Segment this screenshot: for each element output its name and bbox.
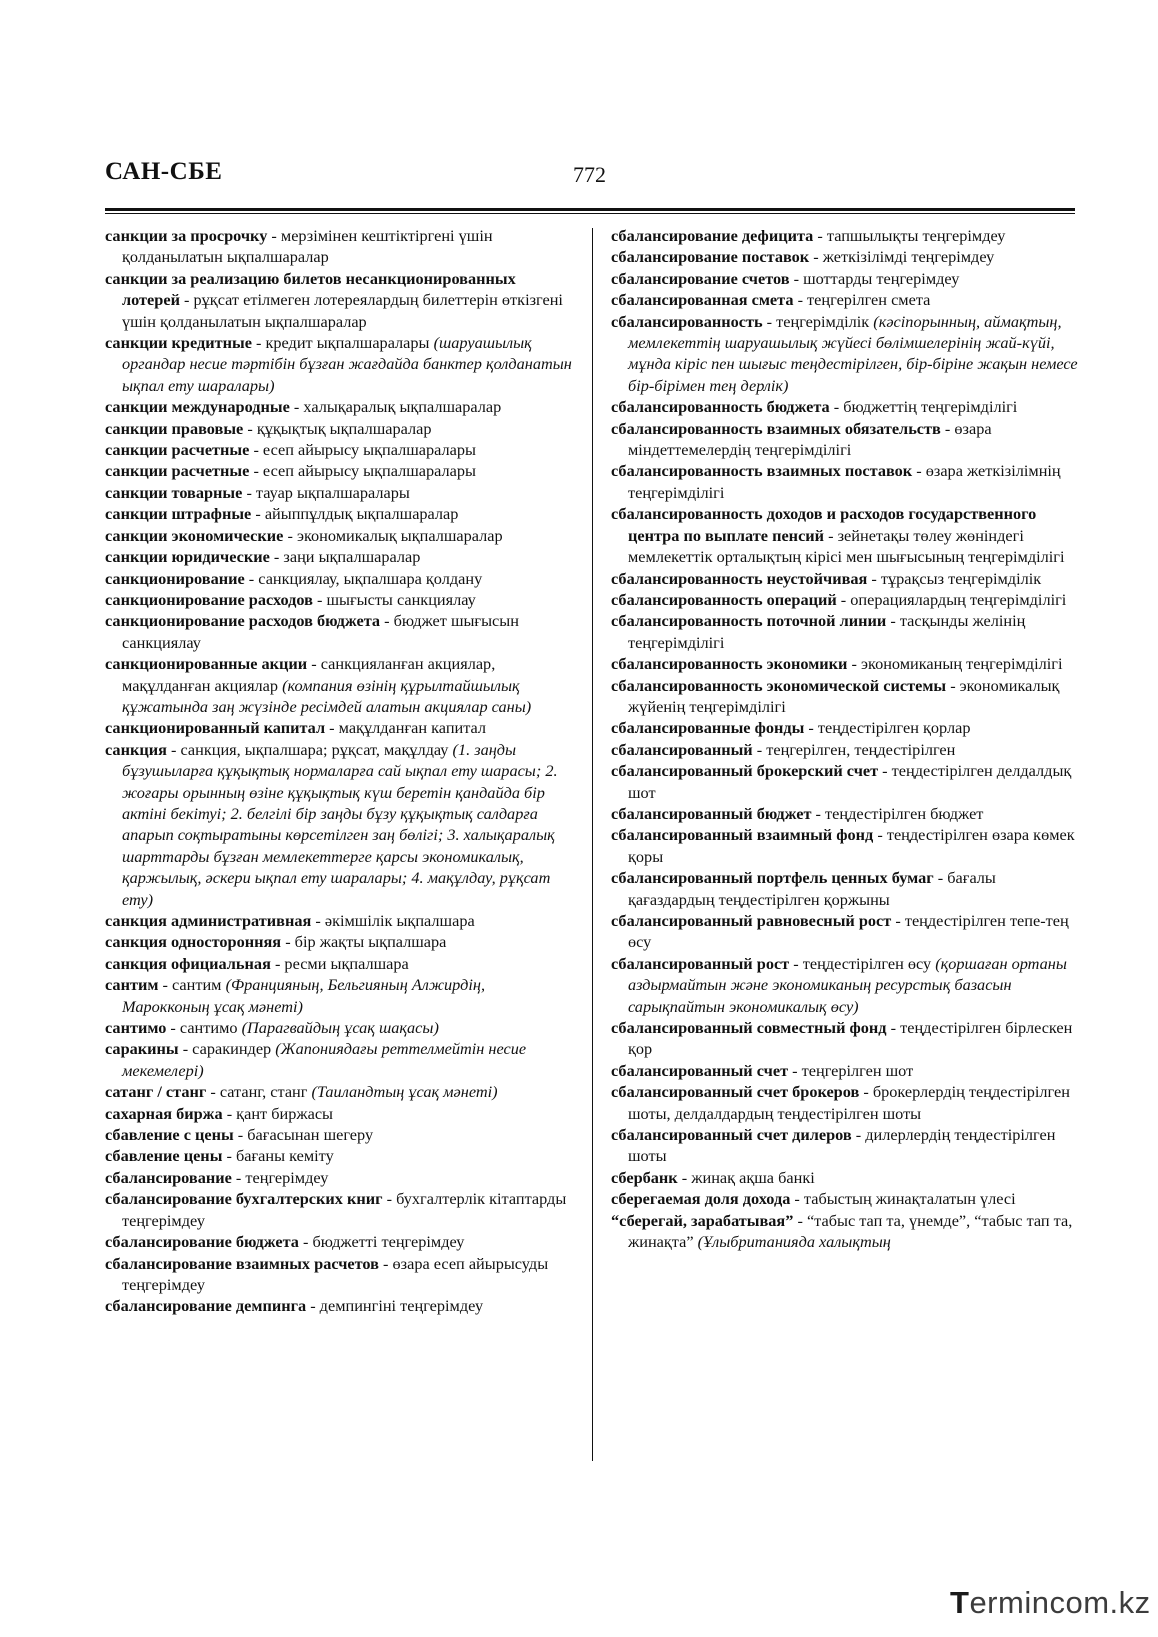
dictionary-entry [611, 803, 1083, 824]
entry-term: сбалансирование дефицита [611, 226, 814, 245]
dictionary-entry [105, 418, 575, 439]
entry-term: сатанг / станг [105, 1082, 207, 1102]
dictionary-entry [105, 1295, 575, 1316]
entry-note: (кәсіпорынның, аймақтың, мемлекеттің шаруашылық жүйесі бөлімшелерінің жай-күйі, мұнда кіріс пен шығыс теңдестірілген, бір-біріне жақын немесе бір-бірімен тең дерлік) [628, 311, 1078, 395]
entry-definition: - есеп айырысу ықпалшаралары [249, 440, 476, 460]
entry-definition: - экономиканың теңгерімділігі [847, 654, 1063, 674]
entry-term: сбалансированные фонды [611, 718, 805, 738]
entry-definition: - жинақ ақша банкі [677, 1167, 815, 1187]
dictionary-entry [611, 739, 1083, 760]
site-watermark [950, 1585, 1151, 1621]
dictionary-entry [611, 867, 1083, 910]
dictionary-entry [105, 546, 575, 567]
entry-term: санкционирование расходов [105, 589, 313, 609]
entry-term: сбалансированность экономической системы [611, 675, 947, 695]
dictionary-entry [611, 1060, 1083, 1081]
dictionary-entry [611, 589, 1083, 610]
left-column [105, 225, 575, 1317]
dictionary-entry [105, 1081, 575, 1102]
entry-definition: - мерзімінен кештіктіргені үшін қолданылатын ықпалшаралар [122, 226, 493, 267]
entry-definition: - теңдестірілген делдалдық шот [628, 761, 1072, 802]
entry-definition: - бюджет шығысын санкциялау [122, 611, 519, 652]
entry-definition: - санкцияланған акциялар, мақұлданған акциялар [122, 654, 496, 695]
column-divider [592, 228, 593, 1461]
entry-definition: - бағаны кеміту [222, 1146, 334, 1166]
entry-definition: - рұқсат етілмеген лотереялардың билеттерін өткізгені үшін қолданылатын ықпалшаралар [122, 290, 563, 331]
entry-term: санкция односторонняя [105, 932, 282, 952]
entry-term: сантим [105, 975, 159, 995]
entry-definition: - құқықтық ықпалшаралар [243, 418, 432, 438]
dictionary-entry [105, 974, 575, 1017]
dictionary-entry [105, 739, 575, 910]
dictionary-entry [611, 1210, 1083, 1253]
dictionary-entry [105, 610, 575, 653]
dictionary-entry [611, 1017, 1083, 1060]
dictionary-entry [105, 268, 575, 332]
entry-term: сбалансированный бюджет [611, 803, 812, 823]
entry-definition: - мақұлданған капитал [325, 718, 487, 738]
entry-term: санкции товарные [105, 482, 243, 502]
entry-definition: - сантимо [166, 1018, 242, 1038]
dictionary-entry [105, 1231, 575, 1252]
entry-definition: - санкция, ықпалшара; рұқсат, мақұлдау [166, 739, 453, 759]
entry-term: сбалансированный совместный фонд [611, 1018, 887, 1038]
entry-note: (Францияның, Бельгияның Алжирдің, Марокконың ұсақ мәнеті) [122, 975, 486, 1016]
entry-term: сбалансированность поточной линии [611, 611, 887, 631]
dictionary-entry [105, 717, 575, 738]
entry-note: (1. заңды бұзушыларға құқықтық нормаларға сай ықпал ету шарасы; 2. жоғары орынның өзіне құқықтық күш беретін қандайда бір актіні бекітуі; 2. белгілі бір заңды бұзу құқықтық салдарға апарып соқтыратыны көрсетілген заң бөлігі; 3. халықаралық шарттарды бұзған мемлекеттерге қарсы экономикалық, қаржылық, әскери ықпал ету шаралары; 4. мақұлдау, рұқсат ету) [122, 739, 558, 909]
entry-term: сбавление с цены [105, 1125, 234, 1145]
dictionary-entry [105, 589, 575, 610]
dictionary-entry [105, 439, 575, 460]
entry-definition: - шығысты санкциялау [312, 589, 476, 609]
header-rule-thin [105, 213, 1075, 214]
dictionary-entry [611, 503, 1083, 567]
dictionary-entry [105, 460, 575, 481]
entry-term: сбалансирование демпинга [105, 1296, 307, 1316]
dictionary-entry [105, 525, 575, 546]
entry-definition: - санкциялау, ықпалшара қолдану [244, 568, 483, 588]
entry-definition: - теңгерілген, теңдестірілген [752, 739, 956, 759]
entry-note: (Парагвайдың ұсақ шақасы) [241, 1018, 439, 1038]
entry-term: сбалансированный счет [611, 1060, 789, 1080]
entry-definition: - теңгерімділік [762, 311, 874, 331]
entry-term: сбалансированный равновесный рост [611, 911, 892, 930]
entry-definition: - жеткізілімді теңгерімдеу [809, 247, 995, 267]
entry-term: сбалансированность взаимных обязательств [611, 418, 941, 438]
entry-definition: - брокерлердің теңдестірілген шоты, делдалдардың теңдестірілген шоты [628, 1082, 1070, 1123]
entry-definition: - теңдестірілген бюджет [811, 803, 984, 823]
dictionary-entry [611, 1167, 1083, 1188]
entry-definition: - теңгерімдеу [231, 1167, 329, 1187]
entry-definition: - тапшылықты теңгерімдеу [813, 226, 1006, 245]
dictionary-entry [611, 246, 1083, 267]
dictionary-entry [105, 910, 575, 931]
watermark-initial: T [950, 1585, 970, 1620]
entry-term: сбалансированность бюджета [611, 397, 830, 417]
entry-definition: - кредит ықпалшаралары [251, 333, 434, 353]
right-column [611, 225, 1083, 1253]
entry-term: сбалансированность неустойчивая [611, 568, 868, 588]
entry-note: (Таиландтың ұсақ мәнеті) [311, 1082, 498, 1102]
dictionary-entry [105, 503, 575, 524]
entry-term: санкция административная [105, 911, 312, 930]
entry-term: сбалансирование счетов [611, 268, 790, 288]
entry-definition: - сатанг, станг [206, 1082, 312, 1102]
entry-note: (компания өзінің құрылтайшылық құжатында заң жүзінде ресімдей алатын акциялар саны) [122, 675, 532, 716]
entry-term: сбалансированность взаимных поставок [611, 461, 913, 481]
dictionary-entry [105, 482, 575, 503]
entry-definition: - экономикалық жүйенің теңгерімділігі [628, 675, 1060, 716]
dictionary-entry [105, 396, 575, 417]
entry-term: сбалансированность экономики [611, 654, 848, 674]
page-header-title: САН-СБЕ [105, 158, 223, 185]
dictionary-entry [105, 931, 575, 952]
dictionary-entry [611, 824, 1083, 867]
entry-term: санкции экономические [105, 525, 284, 545]
entry-term: “сберегай, зарабатывая” [611, 1210, 794, 1230]
entry-term: сантимо [105, 1018, 167, 1038]
entry-term: сберегаемая доля дохода [611, 1189, 791, 1209]
dictionary-entry [105, 1167, 575, 1188]
entry-term: сбалансированный брокерский счет [611, 761, 879, 781]
dictionary-entry [105, 332, 575, 396]
entry-term: сбербанк [611, 1167, 678, 1187]
entry-definition: - есеп айырысу ықпалшаралары [249, 461, 476, 481]
dictionary-entry [105, 1038, 575, 1081]
dictionary-entry [611, 953, 1083, 1017]
entry-term: санкция [105, 739, 167, 759]
entry-definition: - теңдестірілген қорлар [804, 718, 971, 738]
dictionary-entry [611, 760, 1083, 803]
entry-definition: - өзара жеткізілімнің теңгерімділігі [628, 461, 1061, 502]
dictionary-entry [105, 1188, 575, 1231]
entry-definition: - өзара міндеттемелердің теңгерімділігі [628, 418, 992, 460]
dictionary-entry [611, 717, 1083, 738]
dictionary-entry [611, 910, 1083, 953]
entry-definition: - “табыс тап та, үнемде”, “табыс тап та, жинақта” [628, 1210, 1073, 1252]
entry-definition: - бір жақты ықпалшара [281, 932, 447, 952]
dictionary-entry [611, 610, 1083, 653]
page-number: 772 [573, 162, 606, 187]
entry-term: санкции кредитные [105, 333, 252, 353]
entry-term: санкционирование [105, 568, 245, 588]
entry-note: (қоршаған ортаны аздырмайтын және экономиканың ресурстық базасын сарықпайтын экономикалық өсу) [628, 953, 1067, 1016]
entry-definition: - тұрақсыз теңгерімділік [867, 568, 1042, 588]
entry-definition: - операциялардың теңгерімділігі [836, 589, 1067, 609]
entry-definition: - сантим [158, 975, 226, 995]
dictionary-entry [105, 1124, 575, 1145]
dictionary-entry [611, 1188, 1083, 1209]
dictionary-entry [611, 568, 1083, 589]
entry-note: (шаруашылық органдар несие тәртібін бұзған жағдайда банктер қолданатын ықпал ету шаралары) [122, 333, 572, 395]
entry-term: сбалансированный портфель ценных бумаг [611, 868, 934, 888]
entry-definition: - ресми ықпалшара [270, 953, 409, 973]
dictionary-entry [105, 225, 575, 268]
entry-term: санкции расчетные [105, 440, 250, 460]
entry-term: санкции правовые [105, 418, 244, 438]
watermark-text: ermincom.kz [969, 1585, 1151, 1620]
dictionary-entry [611, 268, 1083, 289]
dictionary-entry [105, 1017, 575, 1038]
entry-term: санкции расчетные [105, 461, 250, 481]
entry-term: санкция официальная [105, 953, 271, 973]
entry-term: санкции международные [105, 397, 290, 417]
entry-definition: - бухгалтерлік кітаптарды теңгерімдеу [122, 1189, 567, 1230]
entry-definition: - тасқынды желінің теңгерімділігі [628, 611, 1026, 652]
entry-definition: - теңдестірілген өзара көмек қоры [628, 825, 1075, 866]
dictionary-entry [611, 460, 1083, 503]
entry-definition: - демпингіні теңгерімдеу [306, 1296, 484, 1316]
dictionary-entry [611, 289, 1083, 310]
dictionary-entry [105, 568, 575, 589]
entry-term: санкционирование расходов бюджета [105, 611, 381, 631]
entry-term: санкционированные акции [105, 654, 308, 674]
entry-definition: - зейнетақы төлеу жөніндегі мемлекеттік орталықтың кірісі мен шығысының теңгерімділігі [628, 525, 1065, 567]
dictionary-entry [105, 1145, 575, 1166]
dictionary-entry [105, 653, 575, 717]
dictionary-entry [611, 653, 1083, 674]
dictionary-entry [611, 225, 1083, 246]
entry-definition: - бюджетті теңгерімдеу [298, 1232, 465, 1252]
entry-term: сбалансирование [105, 1167, 232, 1187]
entry-term: сахарная биржа [105, 1103, 223, 1123]
entry-definition: - экономикалық ықпалшаралар [283, 525, 503, 545]
entry-term: санкции юридические [105, 547, 270, 567]
header-rule-thick [105, 208, 1075, 211]
entry-definition: - дилерлердің теңдестірілген шоты [628, 1125, 1056, 1166]
entry-term: сбалансирование поставок [611, 247, 810, 267]
entry-definition: - қант биржасы [222, 1103, 334, 1123]
entry-term: санкции за реализацию билетов несанкционированных лотерей [105, 268, 516, 310]
entry-term: сбалансированный счет брокеров [611, 1082, 860, 1102]
entry-definition: - бағасынан шегеру [233, 1125, 374, 1145]
entry-term: сбалансированный [611, 739, 753, 759]
entry-definition: - теңдестірілген тепе-тең өсу [628, 911, 1069, 952]
entry-term: сбалансированный счет дилеров [611, 1125, 852, 1145]
entry-term: сбалансированность операций [611, 589, 837, 609]
entry-definition: - теңгерілген шот [788, 1060, 914, 1080]
entry-term: сбалансированный рост [611, 953, 790, 973]
entry-definition: - өзара есеп айырысуды теңгерімдеу [122, 1253, 549, 1294]
dictionary-entry [611, 1081, 1083, 1124]
dictionary-entry [611, 1124, 1083, 1167]
entry-definition: - әкімшілік ықпалшара [311, 911, 475, 930]
entry-term: сбалансированность доходов и расходов государственного центра по выплате пенсий [611, 504, 1037, 545]
entry-term: сбалансирование бюджета [105, 1232, 299, 1252]
dictionary-entry [611, 311, 1083, 397]
entry-term: саракины [105, 1039, 179, 1059]
dictionary-entry [611, 418, 1083, 461]
entry-term: сбавление цены [105, 1146, 223, 1166]
entry-note: (Ұлыбританияда халықтың [697, 1232, 891, 1252]
entry-definition: - теңдестірілген өсу [789, 953, 936, 973]
entry-definition: - саракиндер [178, 1039, 276, 1059]
entry-definition: - шоттарды теңгерімдеу [789, 268, 960, 288]
dictionary-entry [105, 1253, 575, 1296]
dictionary-entry [105, 953, 575, 974]
entry-definition: - тауар ықпалшаралары [242, 482, 410, 502]
dictionary-entry [611, 396, 1083, 417]
entry-definition: - заңи ықпалшаралар [269, 547, 421, 567]
dictionary-entry [611, 675, 1083, 718]
entry-term: сбалансирование бухгалтерских книг [105, 1189, 383, 1209]
entry-definition: - бюджеттің теңгерімділігі [829, 397, 1018, 417]
entry-term: сбалансирование взаимных расчетов [105, 1253, 379, 1273]
entry-definition: - халықаралық ықпалшаралар [289, 397, 502, 417]
entry-note: (Жапониядағы реттелмейтін несие мекемелері) [122, 1039, 527, 1080]
entry-definition: - айыппұлдық ықпалшаралар [251, 504, 459, 524]
entry-term: санкционированный капитал [105, 718, 326, 738]
entry-term: сбалансированность [611, 311, 763, 331]
entry-definition: - теңдестірілген бірлескен қор [628, 1018, 1073, 1059]
dictionary-entry [105, 1103, 575, 1124]
entry-definition: - бағалы қағаздардың теңдестірілген қоржыны [628, 868, 996, 909]
entry-definition: - теңгерілген смета [793, 290, 931, 310]
entry-term: санкции штрафные [105, 504, 252, 524]
entry-term: санкции за просрочку [105, 226, 268, 245]
entry-term: сбалансированная смета [611, 290, 794, 310]
entry-definition: - табыстың жинақталатын үлесі [790, 1189, 1016, 1209]
entry-term: сбалансированный взаимный фонд [611, 825, 874, 845]
